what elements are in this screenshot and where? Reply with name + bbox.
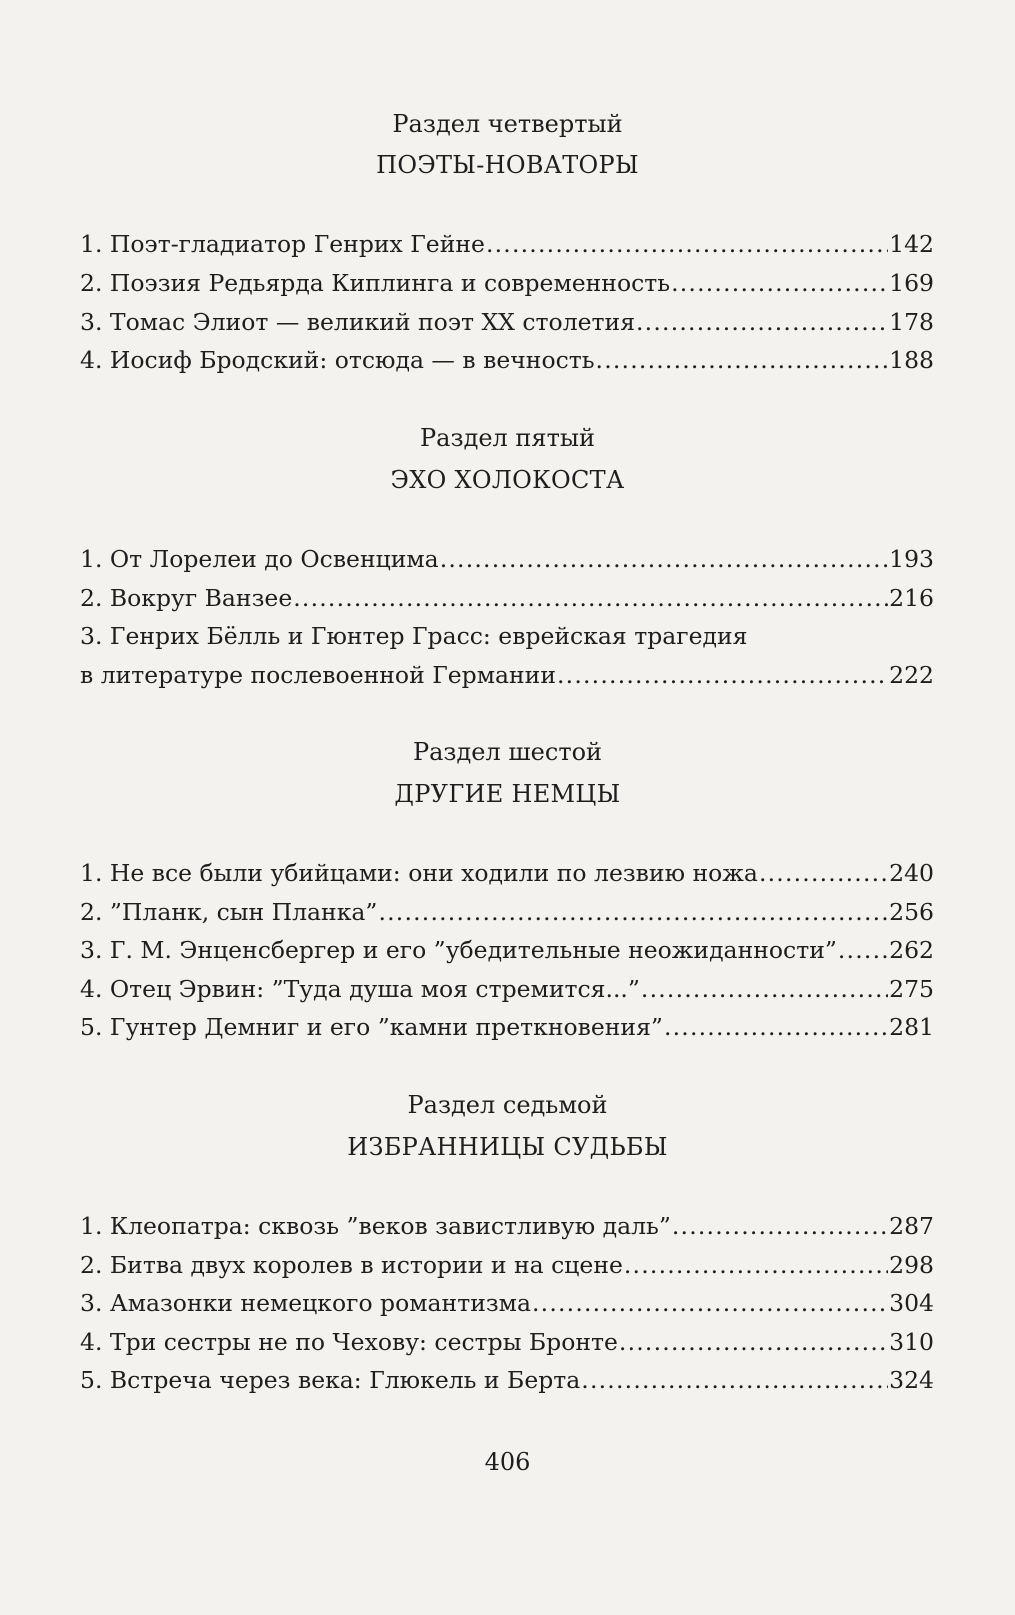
toc-entry-page: 281 <box>889 1013 934 1041</box>
toc-entry-title-cont: в литературе послевоенной Германии <box>80 661 556 689</box>
toc-entry[interactable] <box>80 582 934 614</box>
leader-dots <box>581 1364 888 1396</box>
toc-entry[interactable] <box>80 973 934 1005</box>
leader-dots <box>378 896 888 928</box>
leader-dots <box>636 306 888 338</box>
toc-entry-title: 2. Битва двух королев в истории и на сцене <box>80 1251 623 1279</box>
toc-entry[interactable] <box>80 1326 934 1358</box>
toc-entry[interactable] <box>80 1249 934 1281</box>
toc-entry-title: 5. Встреча через века: Глюкель и Берта <box>80 1366 581 1394</box>
toc-entry-page: 193 <box>889 545 934 573</box>
section-label: Раздел четвертый <box>392 110 623 138</box>
toc-entry-title: 2. Поэзия Редьярда Киплинга и современность <box>80 269 671 297</box>
toc-entry-page: 142 <box>889 230 934 258</box>
section-label: Раздел шестой <box>412 738 603 766</box>
section-title: ИЗБРАННИЦЫ СУДЬБЫ <box>347 1133 668 1161</box>
toc-entry-title: 3. Генрих Бёлль и Гюнтер Грасс: еврейская трагедия <box>80 622 748 650</box>
leader-dots <box>619 1326 888 1358</box>
leader-dots <box>641 973 888 1005</box>
toc-entry[interactable] <box>80 620 934 652</box>
toc-entry-title: 4. Три сестры не по Чехову: сестры Бронте <box>80 1328 618 1356</box>
toc-entry[interactable] <box>80 267 934 299</box>
section-title: ЭХО ХОЛОКОСТА <box>390 466 625 494</box>
leader-dots <box>440 543 888 575</box>
toc-entry-page: 169 <box>889 269 934 297</box>
toc-entry-title: 5. Гунтер Демниг и его ”камни преткновения” <box>80 1013 663 1041</box>
leader-dots <box>759 857 888 889</box>
leader-dots <box>486 228 888 260</box>
page-number: 406 <box>484 1448 531 1476</box>
toc-entry[interactable] <box>80 1011 934 1043</box>
leader-dots <box>671 267 888 299</box>
toc-entry-continuation[interactable] <box>80 659 934 691</box>
toc-entry-page: 262 <box>889 936 934 964</box>
toc-entry[interactable] <box>80 1287 934 1319</box>
leader-dots <box>664 1011 888 1043</box>
toc-entry-page: 310 <box>889 1328 934 1356</box>
section-title: ПОЭТЫ-НОВАТОРЫ <box>376 151 639 179</box>
toc-entry[interactable] <box>80 1210 934 1242</box>
toc-entry-page: 304 <box>889 1289 934 1317</box>
toc-entry-title: 1. Клеопатра: сквозь ”веков завистливую даль” <box>80 1212 671 1240</box>
toc-entry-title: 1. Поэт-гладиатор Генрих Гейне <box>80 230 485 258</box>
toc-entry-title: 1. Не все были убийцами: они ходили по лезвию ножа <box>80 859 758 887</box>
toc-entry-title: 4. Иосиф Бродский: отсюда — в вечность <box>80 346 595 374</box>
toc-entry-page: 178 <box>889 308 934 336</box>
section-title: ДРУГИЕ НЕМЦЫ <box>394 780 621 808</box>
leader-dots <box>532 1287 888 1319</box>
leader-dots <box>672 1210 888 1242</box>
toc-entry-title: 1. От Лорелеи до Освенцима <box>80 545 439 573</box>
toc-entry-title: 3. Г. М. Энценсбергер и его ”убедительные неожиданности” <box>80 936 837 964</box>
toc-entry-page: 287 <box>889 1212 934 1240</box>
toc-entry-title: 3. Томас Элиот — великий поэт XX столетия <box>80 308 636 336</box>
toc-entry-title: 2. Вокруг Ванзее <box>80 584 293 612</box>
toc-entry-page: 275 <box>889 975 934 1003</box>
toc-entry-page: 222 <box>889 661 934 689</box>
leader-dots <box>838 934 888 966</box>
toc-entry-title: 3. Амазонки немецкого романтизма <box>80 1289 531 1317</box>
toc-entry[interactable] <box>80 857 934 889</box>
section-label: Раздел седьмой <box>407 1091 608 1119</box>
leader-dots <box>624 1249 888 1281</box>
toc-entry[interactable] <box>80 228 934 260</box>
toc-entry-page: 256 <box>889 898 934 926</box>
toc-entry[interactable] <box>80 306 934 338</box>
leader-dots <box>596 344 889 376</box>
toc-entry-title: 2. ”Планк, сын Планка” <box>80 898 378 926</box>
toc-entry[interactable] <box>80 543 934 575</box>
toc-entry[interactable] <box>80 896 934 928</box>
toc-entry-page: 216 <box>889 584 934 612</box>
toc-entry-page: 240 <box>889 859 934 887</box>
toc-entry[interactable] <box>80 344 934 376</box>
leader-dots <box>557 659 888 691</box>
toc-entry-page: 324 <box>889 1366 934 1394</box>
leader-dots <box>293 582 888 614</box>
toc-entry-page: 298 <box>889 1251 934 1279</box>
toc-entry[interactable] <box>80 1364 934 1396</box>
section-label: Раздел пятый <box>420 424 595 452</box>
toc-entry-page: 188 <box>889 346 934 374</box>
toc-entry[interactable] <box>80 934 934 966</box>
toc-entry-title: 4. Отец Эрвин: ”Туда душа моя стремится...” <box>80 975 640 1003</box>
